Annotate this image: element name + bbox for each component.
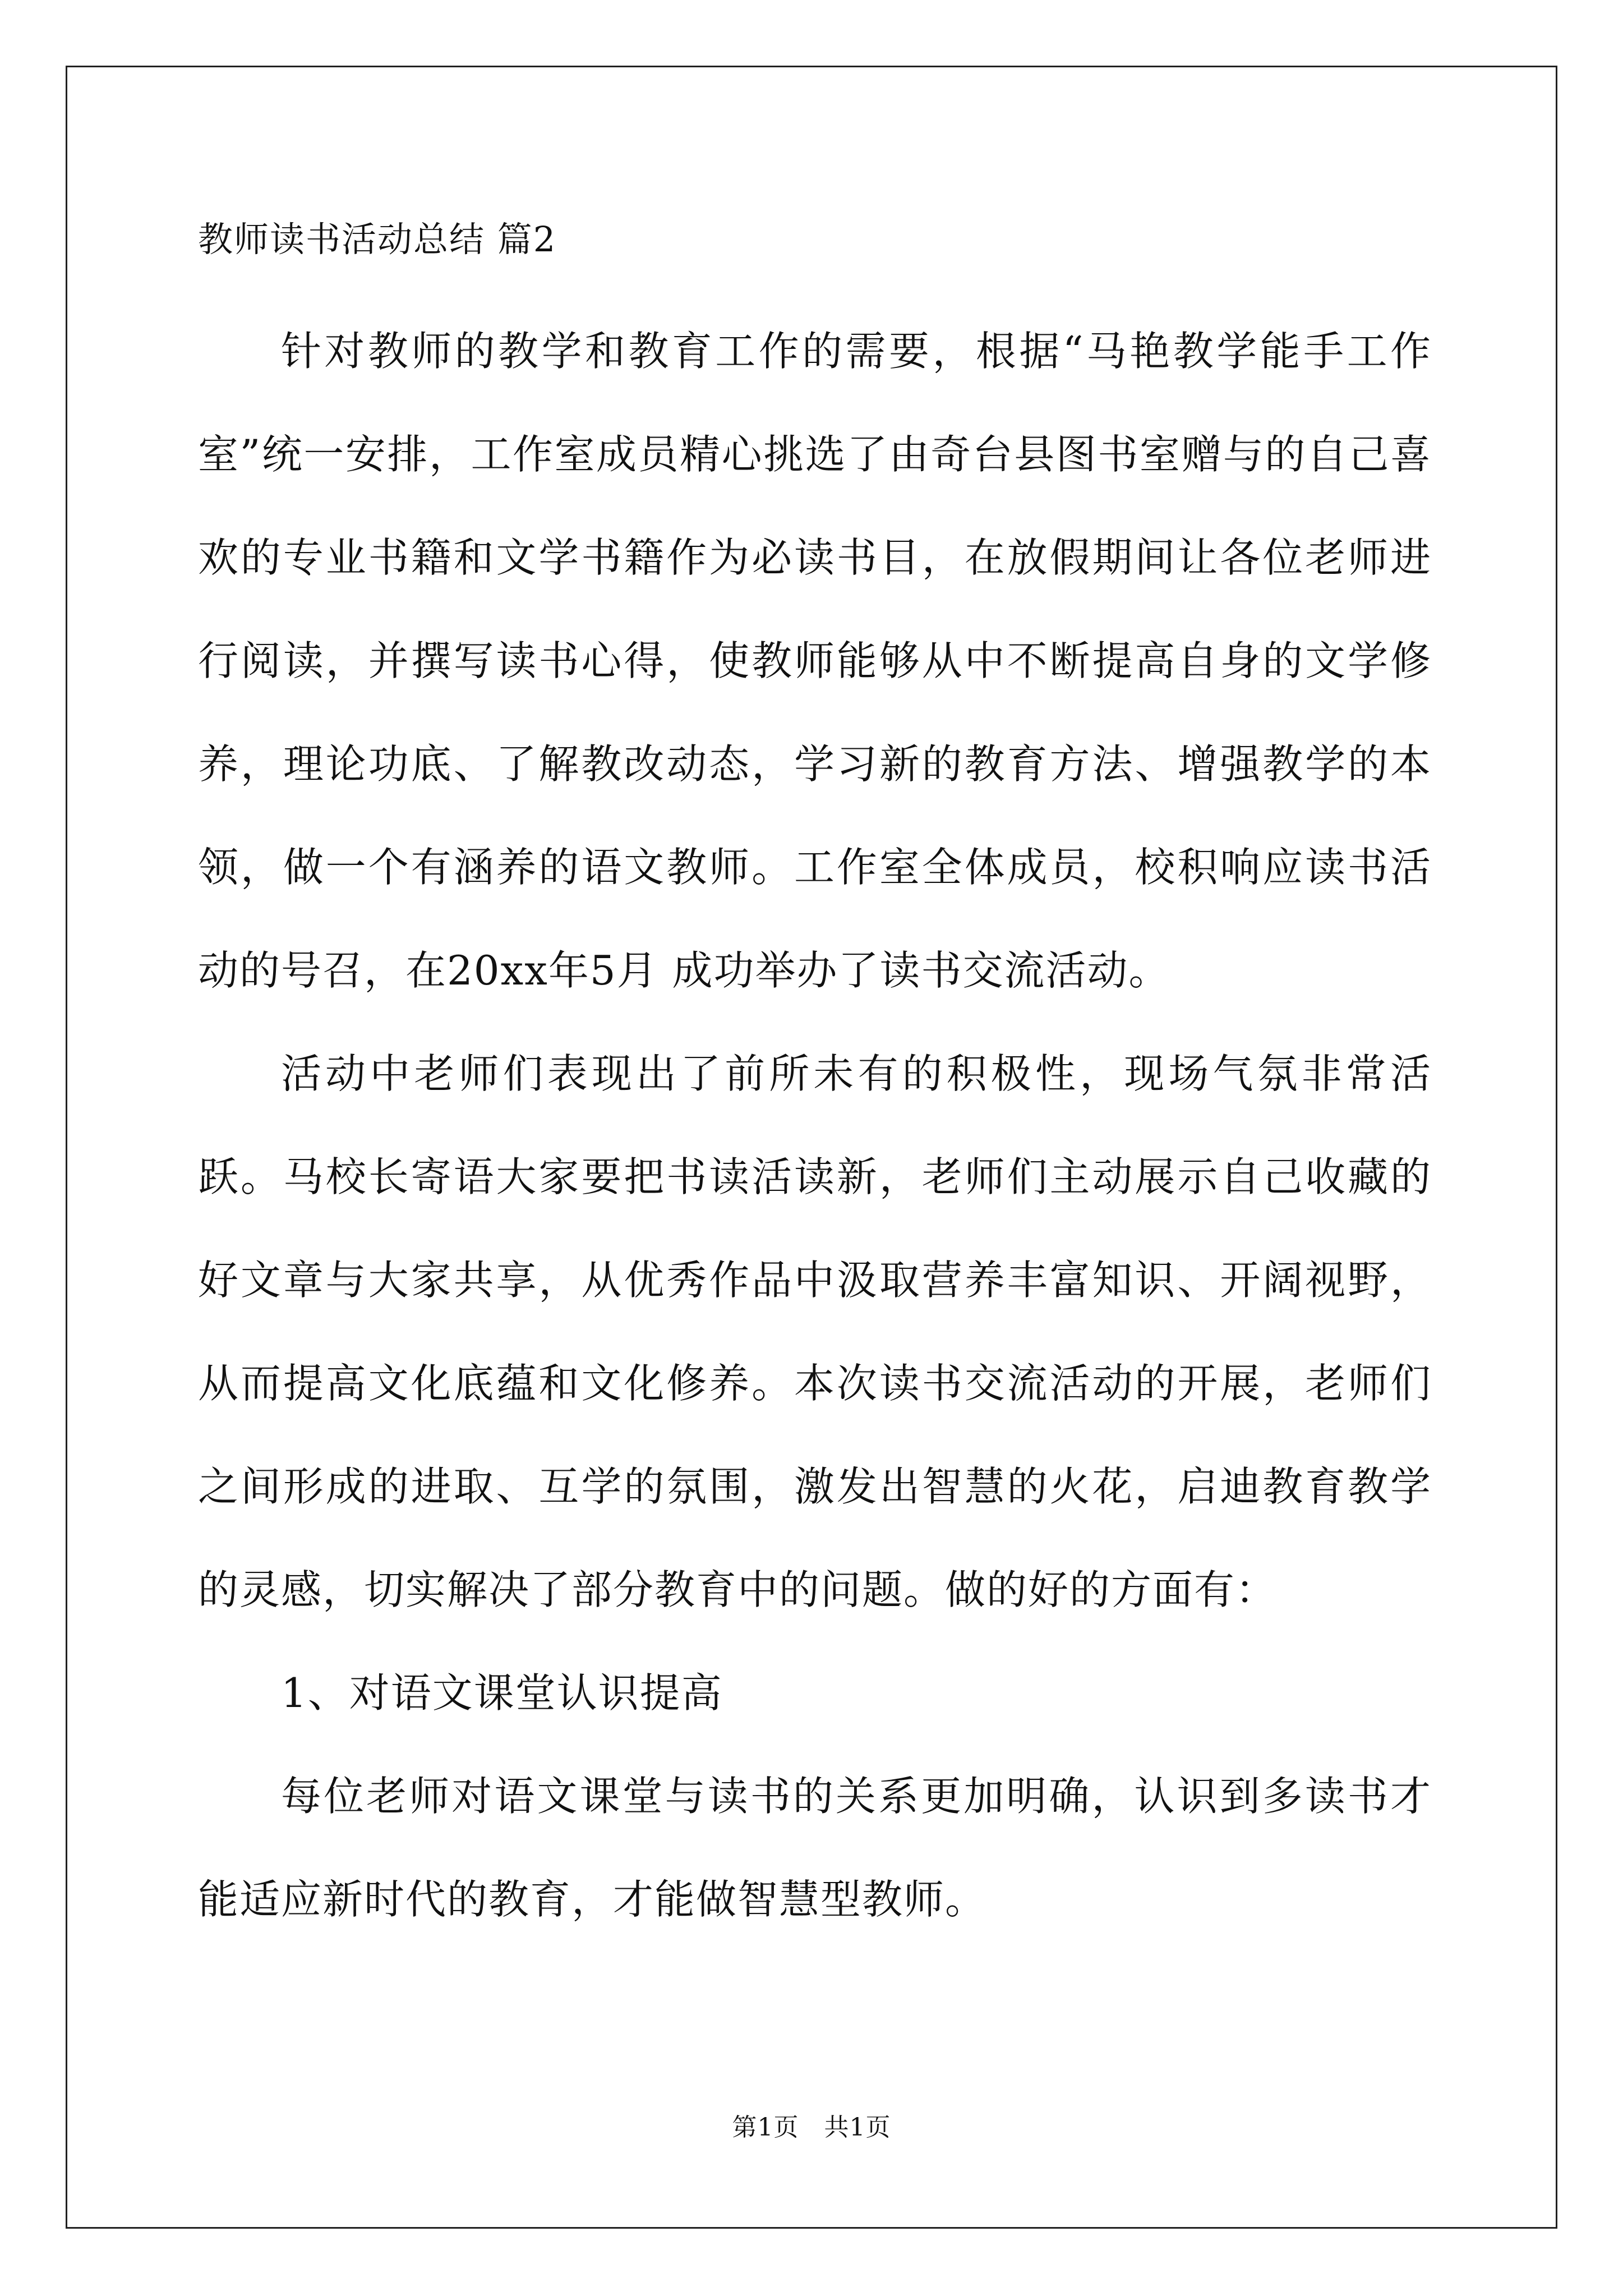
document-title: 教师读书活动总结 篇2 — [198, 219, 557, 260]
paragraph-activity: 活动中老师们表现出了前所未有的积极性，现场气氛非常活跃。马校长寄语大家要把书读活读新，老师们主动展示自己收藏的好文章与大家共享，从优秀作品中汲取营养丰富知识、开阔视野，从而提高文化底蕴和文化修养。本次读书交流活动的开展，老师们之间形成的进取、互学的氛围，激发出智慧的火花，启迪教育教学的灵感，切实解决了部分教育中的问题。做的好的方面有： — [198, 1050, 1432, 1613]
document-body — [198, 219, 1432, 1951]
paragraph-intro: 针对教师的教学和教育工作的需要，根据“马艳教学能手工作室”统一安排，工作室成员精心挑选了由奇台县图书室赠与的自己喜欢的专业书籍和文学书籍作为必读书目，在放假期间让各位老师进行阅读，并撰写读书心得，使教师能够从中不断提高自身的文学修养，理论功底、了解教改动态，学习新的教育方法、增强教学的本领，做一个有涵养的语文教师。工作室全体成员，校积响应读书活动的号召，在20xx年5月 成功举办了读书交流活动。 — [198, 328, 1432, 994]
paragraph-heading-1: 1、对语文课堂认识提高 — [281, 1669, 723, 1717]
page-footer: 第1页 共1页 — [732, 2113, 891, 2142]
paragraph-point-1: 每位老师对语文课堂与读书的关系更加明确，认识到多读书才能适应新时代的教育，才能做智慧型教师。 — [198, 1773, 1432, 1923]
